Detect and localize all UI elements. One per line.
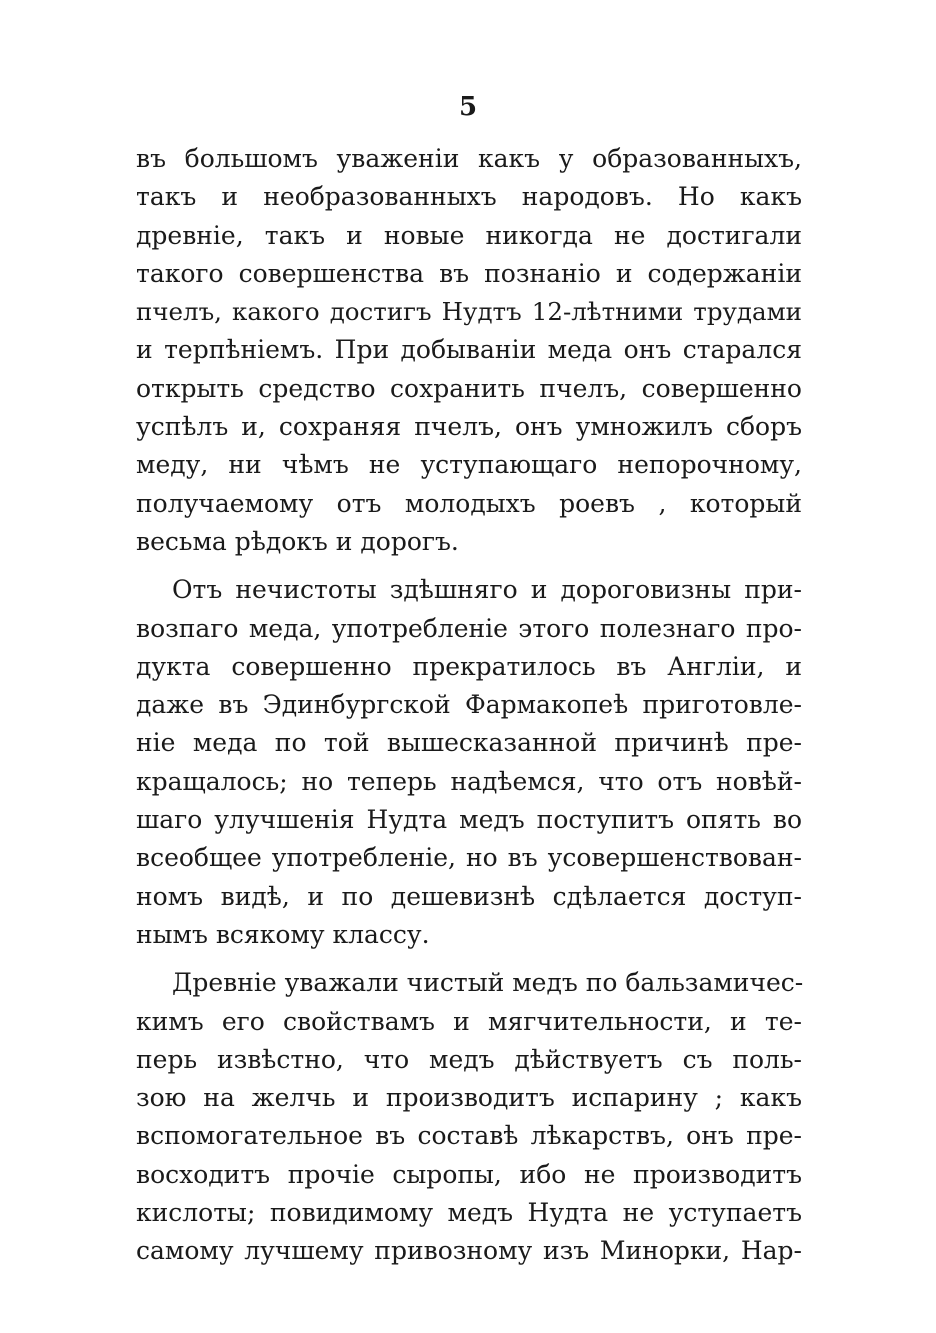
paragraph-3 (136, 964, 802, 1270)
text-line: перь извѣстно, что медъ дѣйствуетъ съ поль- (136, 1044, 802, 1074)
paragraph-gap (136, 954, 802, 964)
text-line: восходитъ прочіе сыропы, ибо не производитъ (136, 1159, 802, 1189)
text-line: успѣлъ и, сохраняя пчелъ, онъ умножилъ сборъ (136, 412, 802, 442)
text-line: кимъ его свойствамъ и мягчительности, и те- (136, 1006, 802, 1036)
text-line: пчелъ, какого достигъ Нудтъ 12-лѣтними трудами (136, 297, 802, 327)
text-line: Древніе уважали чистый медъ по бальзамичес- (172, 968, 804, 998)
text-line: самому лучшему привозному изъ Минорки, Нар- (136, 1236, 802, 1266)
body-text (136, 140, 802, 1271)
text-line: въ большомъ уваженіи какъ у образованныхъ, (136, 144, 802, 173)
text-line: Отъ нечистоты здѣшняго и дороговизны при- (172, 575, 802, 605)
text-line: возпаго меда, употребленіе этого полезнаго про- (136, 613, 802, 643)
text-line: получаемому отъ молодыхъ роевъ , который (136, 488, 802, 518)
text-line: открыть средство сохранить пчелъ, совершенно (136, 373, 802, 403)
text-line: даже въ Эдинбургской Фармакопеѣ приготовле- (136, 690, 802, 720)
paragraph-gap (136, 561, 802, 571)
text-line: зою на желчь и производитъ испарину ; какъ (136, 1083, 802, 1113)
text-line: шаго улучшенія Нудта медъ поступитъ опять во (136, 805, 802, 835)
text-line: ніе меда по той вышесказанной причинѣ пре- (136, 728, 802, 758)
text-line: нымъ всякому классу. (136, 919, 430, 949)
text-line: весьма рѣдокъ и дорогъ. (136, 526, 459, 556)
text-line: вспомогательное въ составѣ лѣкарствъ, онъ пре- (136, 1121, 802, 1151)
page-number: 5 (458, 92, 478, 122)
text-line: всеобщее употребленіе, но въ усовершенствован- (136, 843, 802, 873)
text-line: такого совершенства въ познаніо и содержаніи (136, 258, 802, 288)
text-line: меду, ни чѣмъ не уступающаго непорочному, (136, 450, 802, 480)
text-line: дукта совершенно прекратилось въ Англіи, и (136, 651, 802, 681)
paragraph-1 (136, 140, 802, 561)
text-line: и терпѣніемъ. При добываніи меда онъ старался (136, 335, 802, 365)
text-line: древніе, такъ и новые никогда не достигали (136, 220, 802, 250)
text-line: кислоты; повидимому медъ Нудта не уступаетъ (136, 1198, 802, 1228)
text-line: номъ видѣ, и по дешевизнѣ сдѣлается доступ- (136, 881, 802, 911)
text-line: такъ и необразованныхъ народовъ. Но какъ (136, 182, 802, 212)
text-line: кращалось; но теперь надѣемся, что отъ новѣй- (136, 766, 802, 796)
paragraph-2 (136, 571, 802, 954)
